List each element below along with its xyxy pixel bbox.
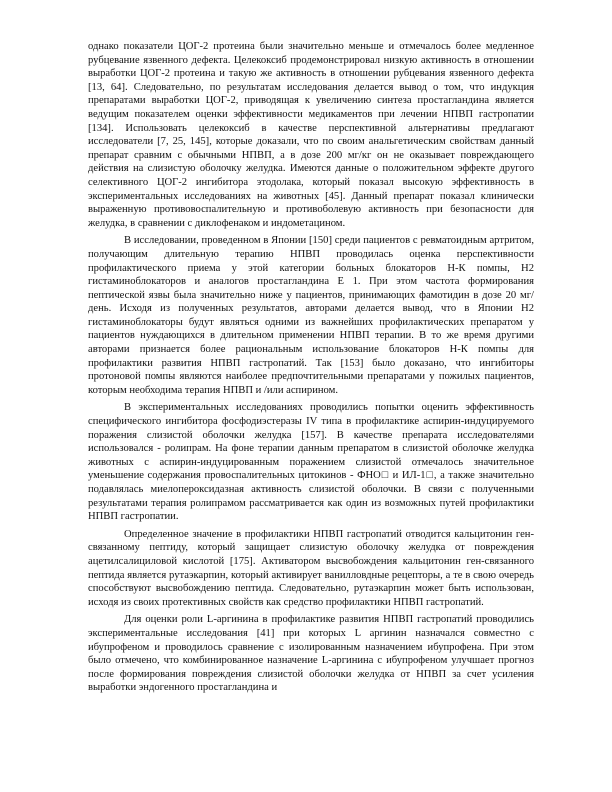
paragraph-japan-study: В исследовании, проведенном в Японии [150] среди пациентов с ревматоидным артритом, получающим длительную терапию НПВП проводилась оценка перспективности профилактического приема у этой категории больных блокаторов Н-К помпы, Н2 гистаминоблокаторов и аналогов простагландина Е 1. При этом частота формирования пептической язвы была значительно ниже у пациентов, принимающих фамотидин в дозе 20 мг/день. Исходя из полученных результатов, авторами делается вывод, что в Японии Н2 гистаминоблокаторы будут являться одними из важнейших профилактических препаратом у пациентов нуждающихся в длительном применении НПВП терапии. В то же время другими авторами признается более рациональным использование блокаторов Н-К помпы для профилактики развития НПВП гастропатий. Так [153] было доказано, что ингибиторы протоновой помпы являются наиболее предпочтительными препаратами у пожилых пациентов, которым необходима терапия НПВП и /или аспирином. xyxy=(88,235,534,396)
paragraph-calcitonin-peptide: Определенное значение в профилактики НПВП гастропатий отводится кальцитонин ген-связанному пептиду, который защищает слизистую оболочку желудка от повреждения ацетилсалициловой кислотой [175]. Активатором высвобождения кальцитонин ген-связанного пептида является рутаэкарпин, который активирует ванилловдные рецепторы, а те в свою очередь способствуют высвобождению пептида. Следовательно, рутаэкарпин может быть использован, исходя из своих протективных свойств как средство профилактики НПВП гастропатий. xyxy=(88,528,534,608)
paragraph-rolipram: В экспериментальных исследованиях проводились попытки оценить эффективность специфического ингибитора фосфодиэстеразы IV типа в профилактике аспирин-индуцируемого поражения слизистой оболочки желудка [157]. В качестве препарата исследователями использовался - ролипрам. На фоне терапии данным препаратом в слизистой оболочке желудка животных с аспирин-индуцированным поражением слизистой отмечалось значительное уменьшение содержания провоспалительных цитокинов - ФНО□ и ИЛ-1□, а также значительно подавлялась миелопероксидазная активность слизистой оболочки. В связи с полученными результатами терапия ролипрамом рассматривается как один из возможных путей профилактики НПВП гастропатии. xyxy=(88,402,534,523)
document-page xyxy=(88,40,534,699)
paragraph-l-arginine: Для оценки роли L-аргинина в профилактике развития НПВП гастропатий проводились экспериментальные исследования [41] при которых L аргинин назначался совместно с ибупрофеном и проводилось сравнение с изолированным назначением ибупрофена. При этом было отмечено, что комбинированное назначение L-аргинина с ибупрофеном улучшает прогноз после формирования повреждения слизистой оболочки желудка от НПВП за счет усиления выработки эндогенного простагландина и xyxy=(88,614,534,694)
paragraph-cox2-celecoxib: однако показатели ЦОГ-2 протеина были значительно меньше и отмечалось более медленное рубцевание язвенного дефекта. Целекоксиб продемонстрировал низкую активность в отношении выработки ЦОГ-2 протеина и такую же активность в отношении рубцевания язвенного дефекта [13, 64]. Следовательно, по результатам исследования делается вывод о том, что индукция препаратами выработки ЦОГ-2, приводящая к увеличению синтеза простагландина является ведущим показателем оценки эффективности медикаментов при лечении НПВП гастропатии [134]. Использовать целекоксиб в качестве перспективной альтернативы предлагают исследователи [7, 25, 145], которые доказали, что по своим анальгетическим свойствам данный препарат сравним с обычными НПВП, а в дозе 200 мг/кг он не оказывает повреждающего действия на слизистую оболочку желудка. Имеются данные о положительном эффекте другого селективного ЦОГ-2 ингибитора этодолака, который показал высокую эффективность в экспериментальных исследованиях на животных [45]. Данный препарат показал клинически выраженную противовоспалительную и противоболевую активность при безопасности для желудка, в сравнении с диклофенаком и индометацином. xyxy=(88,41,534,229)
